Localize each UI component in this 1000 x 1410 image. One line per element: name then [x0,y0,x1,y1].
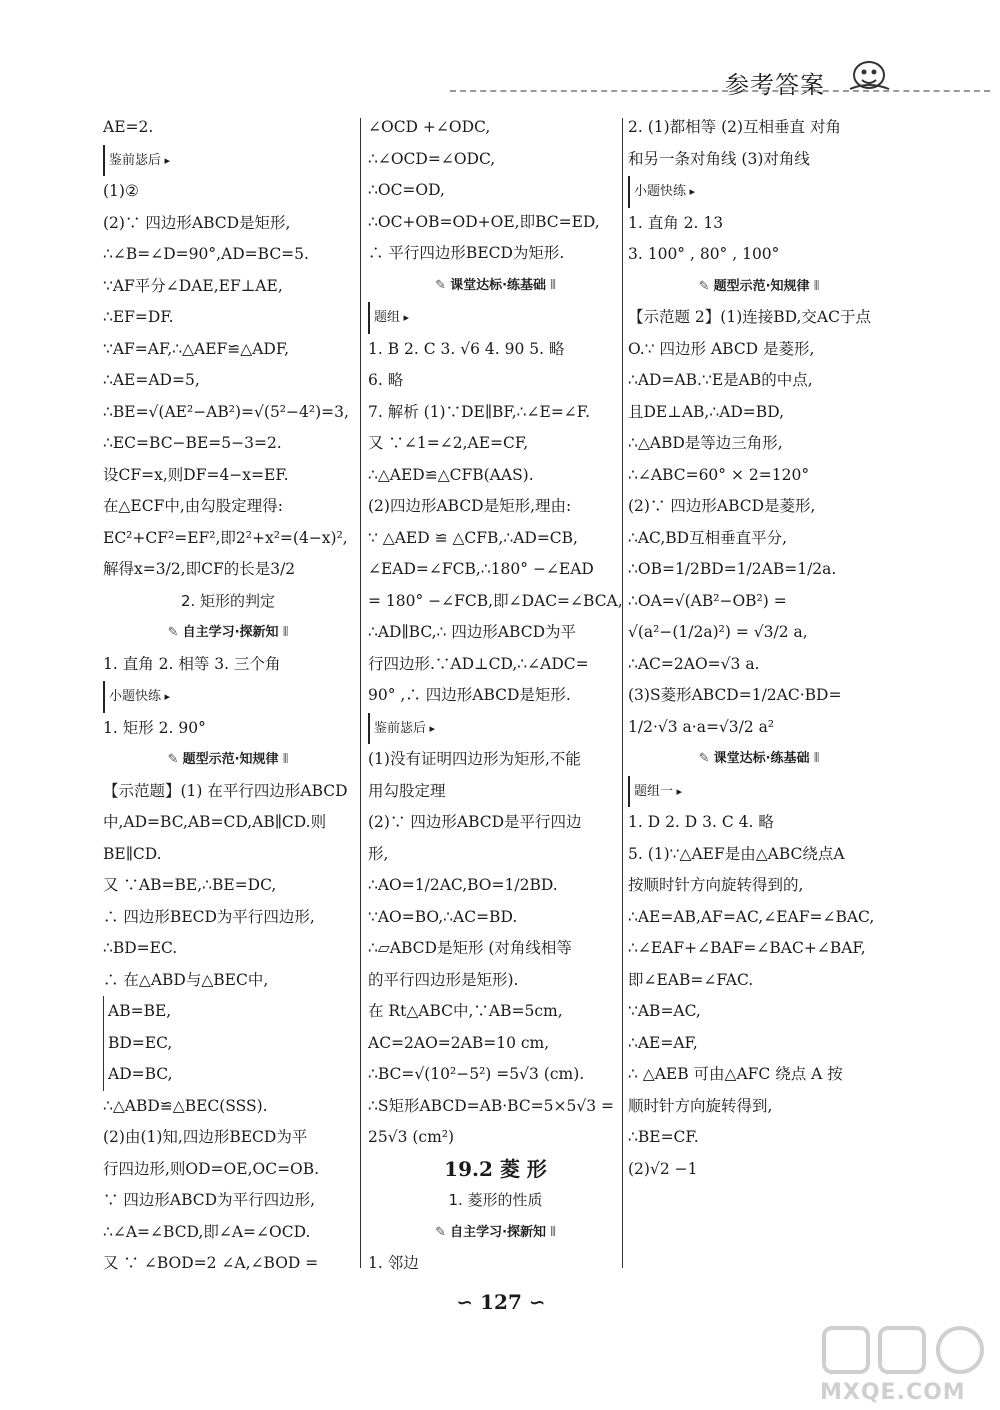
answer-line: ∴△ABD≌△BEC(SSS). [103,1096,268,1115]
answer-line: ∵AF=AF,∴△AEF≌△ADF, [103,339,290,358]
answer-line: 1. B 2. C 3. √6 4. 90 5. 略 [368,339,565,358]
answer-line: 1. 菱形的性质 [448,1191,543,1209]
answer-line: 又 ∵ ∠BOD=2 ∠A,∠BOD = [103,1254,319,1272]
answer-line: ∴EF=DF. [103,308,174,326]
answer-line: ∴ 四边形BECD为平行四边形, [103,907,315,926]
answer-line: ∴ 平行四边形BECD为矩形. [368,244,565,262]
answer-line: ∴BD=EC. [103,939,178,957]
answer-line: 1/2·√3 a·a=√3/2 a² [628,717,775,736]
answer-line: 3. 100° , 80° , 100° [628,245,780,263]
answer-line: 解得x=3/2,即CF的长是3/2 [103,560,296,578]
answer-line: ∴OC+OB=OD+OE,即BC=ED, [368,212,600,231]
answer-column-3 [628,112,890,1185]
answer-line: (2)∵ 四边形ABCD是矩形, [103,213,291,232]
section-heading [103,744,353,776]
answer-line: ∴∠EAF+∠BAF=∠BAC+∠BAF, [628,939,866,957]
answer-line: ∴△AED≌△CFB(AAS). [368,465,534,484]
wave-left-icon: ∽ [456,1290,474,1314]
answer-line: 1. 矩形 2. 90° [103,718,206,737]
answer-line: 25√3 (cm²) [368,1128,455,1146]
answer-line: ∵AO=BO,∴AC=BD. [368,907,518,926]
header-title: 参考答案 [725,71,825,99]
column-divider-left [360,118,361,1268]
watermark [820,1322,995,1407]
answer-line: 行四边形,则OD=OE,OC=OB. [103,1159,320,1178]
answer-line: 中,AD=BC,AB=CD,AB∥CD.则 [103,813,327,831]
answer-line: ∴ △AEB 可由△AFC 绕点 A 按 [628,1065,843,1083]
answer-line: ∴OC=OD, [368,181,445,199]
tag-heading-text: 题组 [368,302,400,334]
arrow-icon: ▸ [161,690,171,703]
section-heading-text: 自主学习·探新知 [450,1224,547,1240]
answer-line: ∵AF平分∠DAE,EF⊥AE, [103,276,283,295]
answer-line: (1)没有证明四边形为矩形,不能 [368,750,581,768]
answer-line: ∠OCD +∠ODC, [368,118,491,136]
section-heading [103,617,353,649]
answer-line: AC=2AO=2AB=10 cm, [368,1033,550,1052]
answer-line: ∴BE=√(AE²−AB²)=√(5²−4²)=3, [103,402,349,421]
answer-line: 2. (1)都相等 (2)互相垂直 对角 [628,118,841,136]
answer-line: AE=2. [103,118,154,136]
page-header [450,55,1000,115]
answer-line: 【示范题】(1) 在平行四边形ABCD [103,781,348,800]
tag-heading-text: 题组一 [628,776,673,808]
answer-line: 设CF=x,则DF=4−x=EF. [103,465,289,484]
arrow-icon: ▸ [400,311,410,324]
pen-icon: ✎ [435,277,451,293]
answer-line: ∴∠OCD=∠ODC, [368,149,496,168]
answer-line: (1)② [103,182,139,200]
tag-heading [628,775,890,808]
answer-line: 5. (1)∵△AEF是由△ABC绕点A [628,844,845,863]
answer-line: 1. 直角 2. 相等 3. 三个角 [103,654,281,673]
answer-line: ∴AC=2AO=√3 a. [628,654,760,673]
answer-line: AD=BC, [103,1059,353,1091]
answer-line: ∴AD=AB.∵E是AB的中点, [628,371,813,389]
answer-line: ∴△ABD是等边三角形, [628,434,783,452]
answer-line: (3)S菱形ABCD=1/2AC·BD= [628,686,842,704]
answer-line: √(a²−(1/2a)²) = √3/2 a, [628,623,808,641]
answer-line: 又 ∵AB=BE,∴BE=DC, [103,876,277,894]
answer-line: (2)四边形ABCD是矩形,理由: [368,497,572,515]
bars-icon: ⦀ [546,1224,556,1240]
header-divider [450,90,990,92]
answer-line: ∴∠B=∠D=90°,AD=BC=5. [103,245,309,263]
answer-line: 【示范题 2】(1)连接BD,交AC于点 [628,308,871,326]
tag-heading [103,144,353,177]
answer-line: ∵AB=AC, [628,1002,701,1020]
answer-column-2 [368,112,623,1280]
pen-icon: ✎ [435,1224,451,1240]
answer-line: ∴∠ABC=60° × 2=120° [628,465,810,484]
answer-line: (2)由(1)知,四边形BECD为平 [103,1128,308,1146]
answer-line: 且DE⊥AB,∴AD=BD, [628,402,784,421]
answer-line: BD=EC, [103,1028,353,1060]
tag-heading-text: 鉴前毖后 [103,145,161,177]
answer-line: ∴∠A=∠BCD,即∠A=∠OCD. [103,1222,311,1241]
pen-icon: ✎ [698,278,714,294]
answer-line: ∴BE=CF. [628,1128,699,1146]
answer-line: EC²+CF²=EF²,即2²+x²=(4−x)², [103,528,348,547]
answer-line: O.∵ 四边形 ABCD 是菱形, [628,339,815,358]
answer-line: 行四边形.∵AD⊥CD,∴∠ADC= [368,654,589,673]
answer-line: ∴AC,BD互相垂直平分, [628,528,788,547]
section-heading [628,271,890,303]
answer-line: 在△ECF中,由勾股定理得: [103,497,283,515]
answer-line: ∴AE=AB,AF=AC,∠EAF=∠BAC, [628,907,875,926]
answer-line: ∴AO=1/2AC,BO=1/2BD. [368,876,558,894]
pen-icon: ✎ [698,751,714,766]
answer-line: ∴AE=AD=5, [103,371,200,389]
answer-line: AB=BE, [103,996,353,1028]
answer-line: 的平行四边形是矩形). [368,970,519,989]
bars-icon: ⦀ [278,625,289,640]
tag-heading-text: 小题快练 [628,176,686,208]
bars-icon: ⦀ [809,278,820,294]
answer-line: ∴OA=√(AB²−OB²) = [628,591,787,610]
answer-line: 形, [368,844,389,863]
answer-line: 1. D 2. D 3. C 4. 略 [628,813,774,831]
answer-line: (2)∵ 四边形ABCD是平行四边 [368,813,582,831]
bars-icon: ⦀ [278,752,289,767]
tag-heading [103,680,353,713]
watermark-logo-icon [820,1322,995,1382]
arrow-icon: ▸ [686,185,696,198]
page-number-text: 127 [480,1290,522,1314]
answer-line: = 180° −∠FCB,即∠DAC=∠BCA, [368,591,623,610]
bars-icon: ⦀ [809,751,820,766]
section-heading [368,270,623,302]
section-title: 19.2 菱 形 [444,1156,547,1181]
answer-line: ∵ △AED ≌ △CFB,∴AD=CB, [368,528,578,547]
tag-heading [368,301,623,334]
answer-line: ∴AE=AF, [628,1033,698,1052]
section-heading-text: 题型示范·知规律 [182,752,279,767]
answer-line: ∴▱ABCD是矩形 (对角线相等 [368,939,572,957]
answer-line: 按顺时针方向旋转得到的, [628,876,804,894]
answer-line: 1. 直角 2. 13 [628,213,724,232]
answer-line: (2)∵ 四边形ABCD是菱形, [628,497,816,515]
answer-line: 和另一条对角线 (3)对角线 [628,149,810,168]
answer-line: ∴S矩形ABCD=AB·BC=5×5√3 = [368,1096,615,1115]
answer-line: 90° ,∴ 四边形ABCD是矩形. [368,686,571,704]
answer-line: 又 ∵∠1=∠2,AE=CF, [368,434,529,452]
pen-icon: ✎ [167,752,183,767]
tag-heading [368,712,623,745]
section-heading-text: 题型示范·知规律 [713,278,810,294]
bars-icon: ⦀ [546,277,556,293]
answer-line: ∴AD∥BC,∴ 四边形ABCD为平 [368,623,577,641]
answer-line: 2. 矩形的判定 [180,591,276,610]
tag-heading-text: 小题快练 [103,681,161,713]
answer-line: 1. 邻边 [368,1254,419,1272]
answer-line: ∴ 在△ABD与△BEC中, [103,970,269,989]
section-heading-text: 课堂达标·练基础 [450,277,547,293]
section-heading-text: 自主学习·探新知 [182,625,279,640]
answer-line: 在 Rt△ABC中,∵AB=5cm, [368,1002,563,1020]
answer-line: ∴BC=√(10²−5²) =5√3 (cm). [368,1065,585,1083]
answer-line: 即∠EAB=∠FAC. [628,970,754,989]
answer-line: BE∥CD. [103,844,162,863]
tag-heading-text: 鉴前毖后 [368,713,426,745]
pen-icon: ✎ [167,625,183,640]
page-number [436,1290,566,1314]
arrow-icon: ▸ [426,721,436,735]
mascot-icon [845,55,893,93]
arrow-icon: ▸ [673,784,683,798]
answer-line: (2)√2 −1 [628,1159,698,1178]
section-heading [368,1217,623,1249]
answer-line: 用勾股定理 [368,781,446,800]
watermark-text: MXQE.COM [820,1380,966,1405]
answer-line: ∴EC=BC−BE=5−3=2. [103,434,282,452]
answer-line: ∴OB=1/2BD=1/2AB=1/2a. [628,560,837,578]
answer-line: 7. 解析 (1)∵DE∥BF,∴∠E=∠F. [368,402,591,421]
section-heading [628,743,890,775]
answer-line: ∵ 四边形ABCD为平行四边形, [103,1191,316,1209]
answer-line: 顺时针方向旋转得到, [628,1096,773,1115]
answer-column-1 [103,112,353,1280]
tag-heading [628,175,890,208]
arrow-icon: ▸ [161,153,171,167]
section-heading-text: 课堂达标·练基础 [713,751,810,766]
answer-line: ∠EAD=∠FCB,∴180° −∠EAD [368,560,594,578]
wave-right-icon: ∽ [528,1290,546,1314]
answer-line: 6. 略 [368,371,404,389]
